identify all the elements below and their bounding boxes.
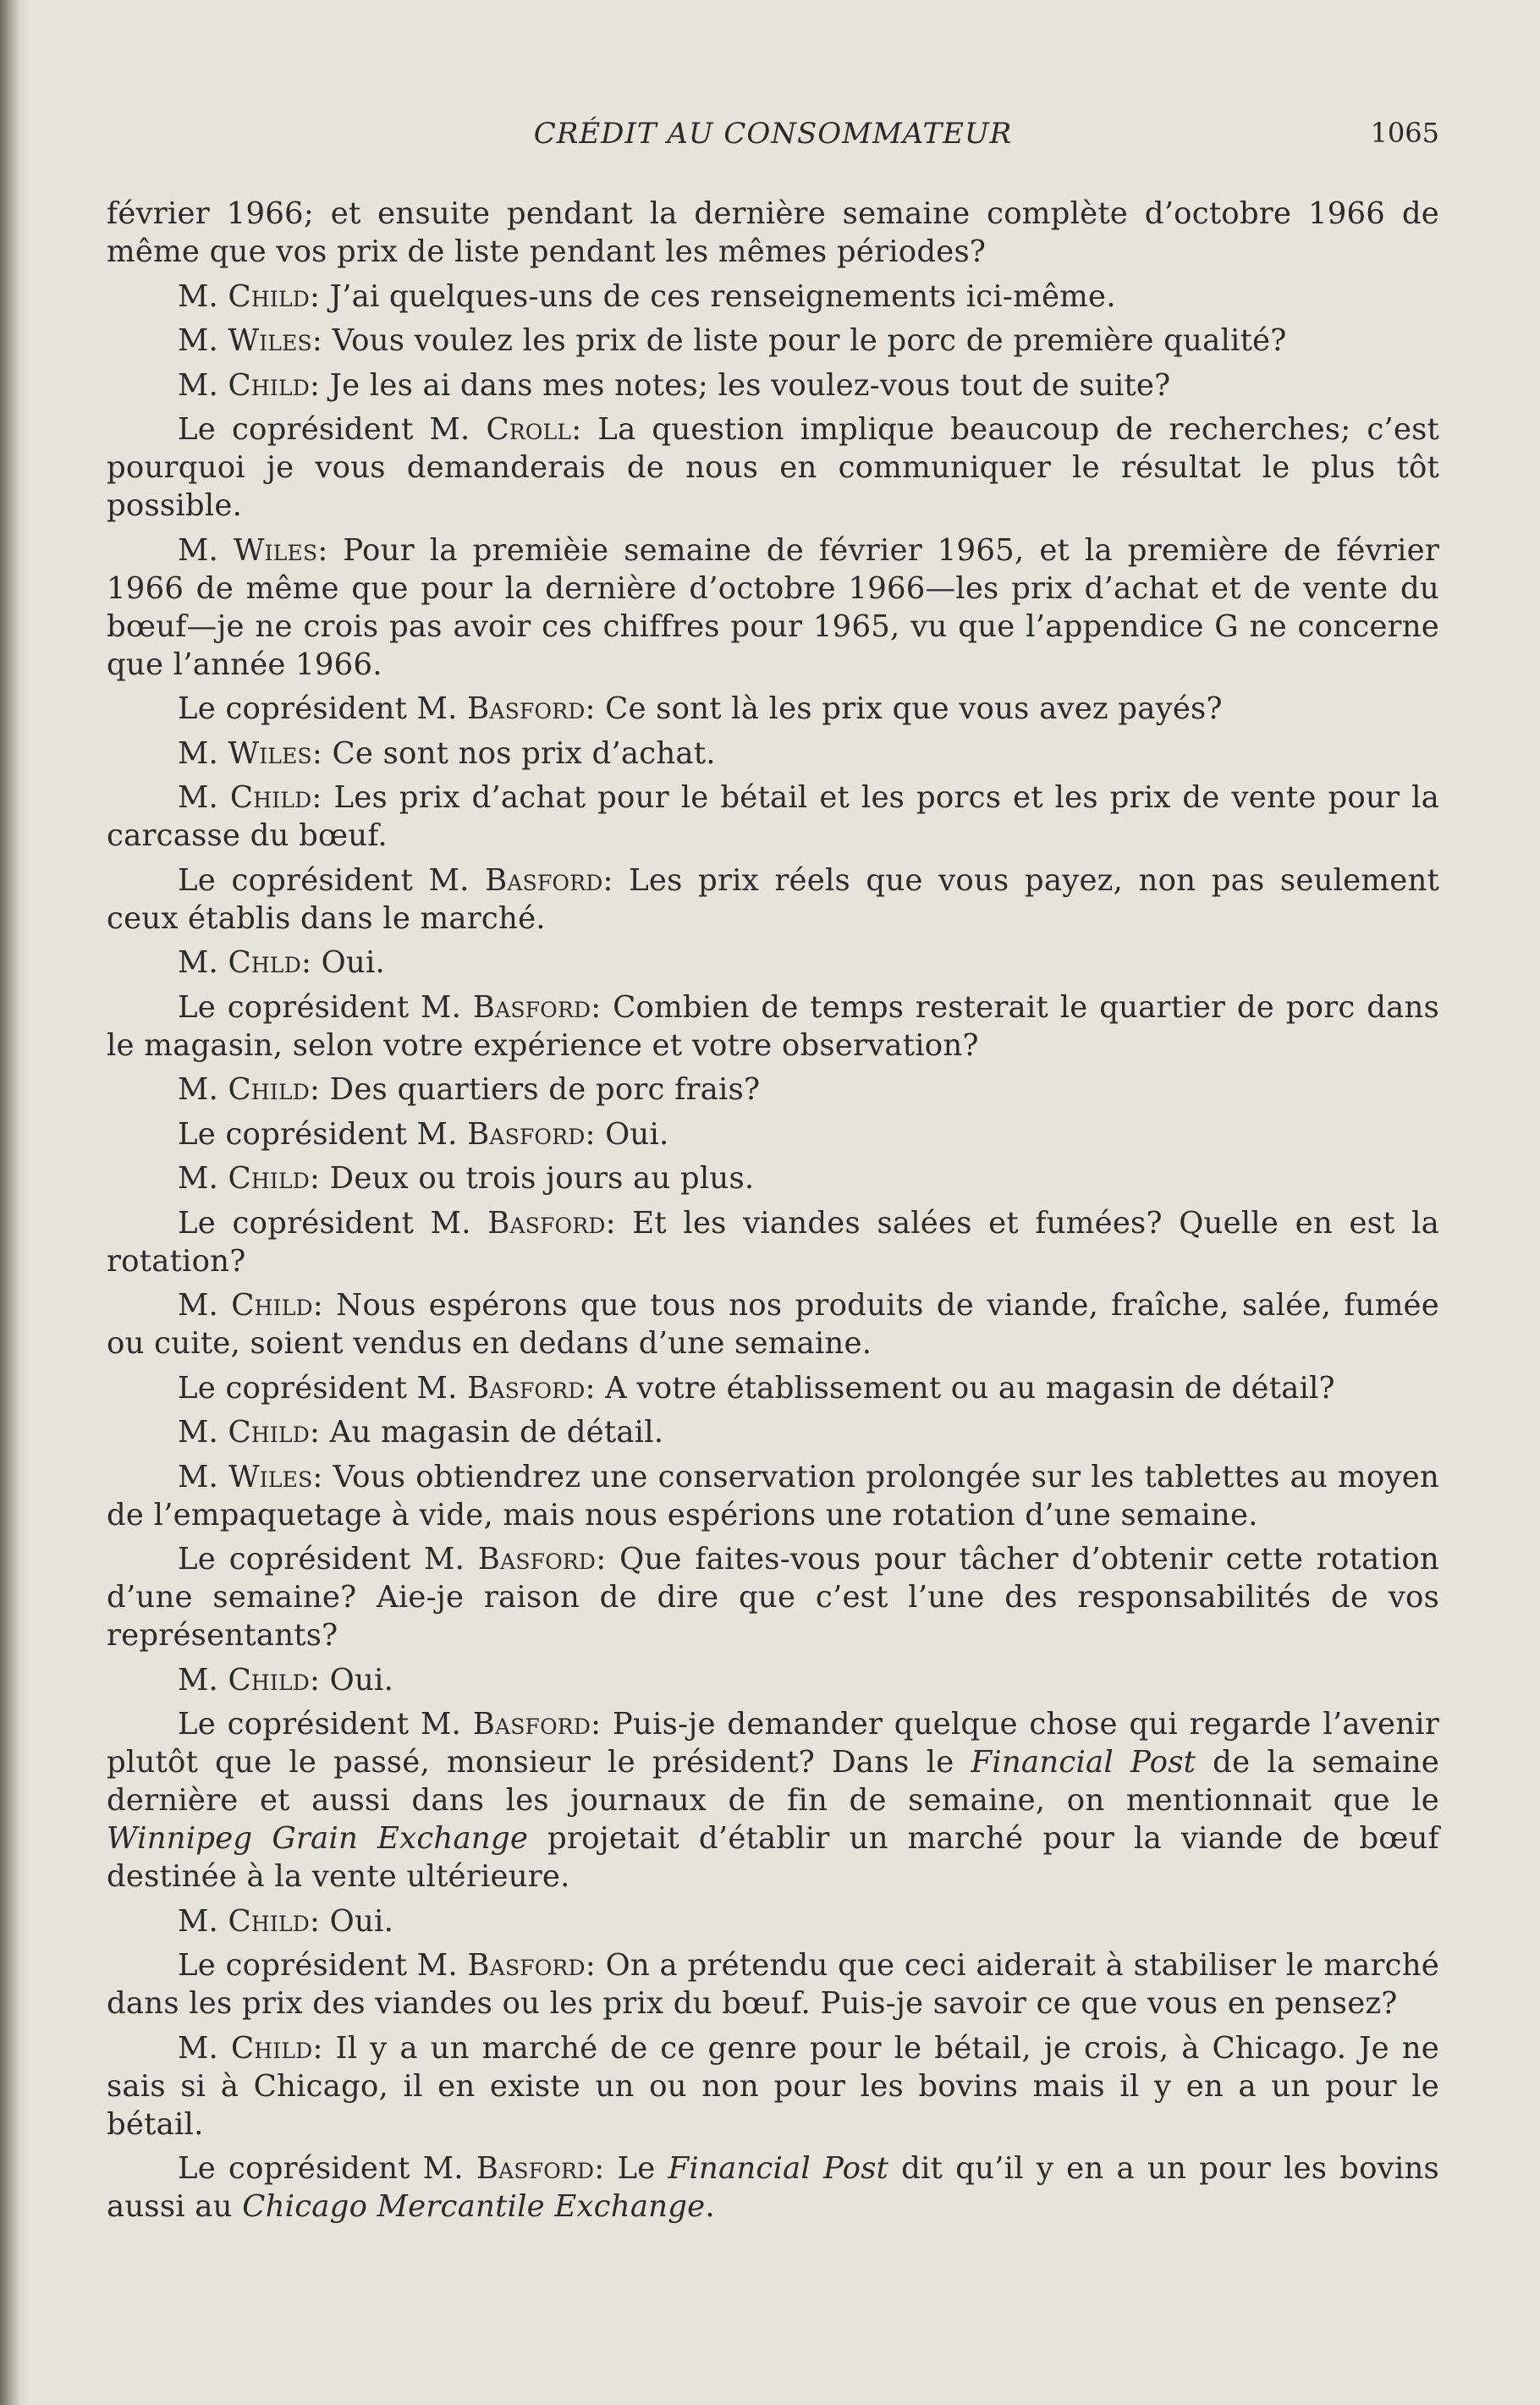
speaker-name: Basford	[467, 1948, 586, 1983]
speaker-name: Basford	[476, 2151, 595, 2186]
paragraph	[107, 988, 1439, 1065]
paragraph-text: : Et les viandes salées et fumées? Quelle en est la rotation?	[107, 1205, 1439, 1279]
speaker-prefix: M.	[178, 1415, 228, 1450]
publication-title: Financial Post	[971, 1745, 1196, 1780]
speaker-prefix: M.	[178, 1662, 228, 1698]
speaker-prefix: Le coprésident M.	[178, 1707, 473, 1742]
speaker-prefix: M.	[178, 323, 228, 358]
paragraph	[107, 1902, 1439, 1940]
running-header	[107, 110, 1439, 161]
speaker-prefix: Le coprésident M.	[178, 1116, 468, 1152]
paragraph	[107, 1286, 1439, 1362]
speaker-name: Child	[229, 780, 312, 815]
paragraph-text: : Je les ai dans mes notes; les voulez-vous tout de suite?	[310, 367, 1171, 403]
speaker-name: Wiles	[233, 532, 318, 568]
speaker-prefix: M.	[178, 1161, 228, 1196]
paragraph-text: : Oui.	[310, 1662, 394, 1698]
speaker-name: Basford	[467, 1116, 586, 1152]
paragraph	[107, 1159, 1439, 1197]
organization-name: Winnipeg Grain Exchange	[107, 1821, 529, 1856]
paragraph	[107, 2149, 1439, 2226]
paragraph	[107, 1946, 1439, 2023]
speaker-name: Child	[228, 1662, 311, 1698]
paragraph	[107, 779, 1439, 855]
paragraph-text: : On a prétendu que ceci aiderait à stabiliser le marché dans les prix des viandes ou les prix du bœuf. Puis-je savoir ce que vous en pensez?	[107, 1948, 1439, 2021]
running-title: CRÉDIT AU CONSOMMATEUR	[533, 117, 1013, 151]
paragraph	[107, 690, 1439, 728]
speaker-name: Child	[228, 1903, 311, 1939]
publication-title: Financial Post	[668, 2151, 889, 2186]
speaker-name: Child	[230, 2030, 313, 2066]
paragraph-text: : Ce sont là les prix que vous avez payés?	[585, 691, 1223, 726]
speaker-prefix: Le coprésident M.	[178, 691, 468, 726]
paragraph	[107, 1458, 1439, 1534]
paragraph-text: : Vous voulez les prix de liste pour le porc de première qualité?	[311, 323, 1287, 358]
speaker-prefix: Le coprésident M.	[178, 1948, 468, 1983]
paragraph-text: : Les prix réels que vous payez, non pas seulement ceux établis dans le marché.	[107, 862, 1439, 936]
paragraph-text: : Oui.	[585, 1116, 669, 1152]
paragraph-text: : Au magasin de détail.	[310, 1415, 664, 1450]
document-page	[107, 110, 1439, 2232]
speaker-prefix: Le coprésident M.	[178, 412, 487, 447]
speaker-prefix: Le coprésident M.	[178, 1542, 478, 1577]
speaker-name: Basford	[485, 862, 603, 898]
paragraph	[107, 735, 1439, 773]
speaker-name: Croll	[486, 412, 572, 447]
paragraph-text: : Le	[594, 2151, 668, 2186]
paragraph-text: : Oui.	[310, 1903, 394, 1939]
speaker-prefix: M.	[178, 278, 228, 314]
speaker-prefix: Le coprésident M.	[178, 1370, 468, 1406]
paragraph-text: : Vous obtiendrez une conservation prolongée sur les tablettes au moyen de l’empaquetage à vide, mais nous espérions une rotation d’une semaine.	[107, 1459, 1439, 1533]
paragraph	[107, 861, 1439, 938]
speaker-name: Child	[228, 1161, 311, 1196]
paragraph	[107, 944, 1439, 982]
paragraph	[107, 1204, 1439, 1280]
paragraph	[107, 1070, 1439, 1109]
paragraph	[107, 531, 1439, 684]
paragraph	[107, 1413, 1439, 1451]
speaker-name: Basford	[477, 1542, 597, 1577]
speaker-prefix: Le coprésident M.	[178, 989, 473, 1025]
paragraph-text: .	[705, 2189, 715, 2224]
paragraph-text: : J’ai quelques-uns de ces renseignements ici-même.	[310, 278, 1116, 314]
paragraph-text: : Les prix d’achat pour le bétail et les porcs et les prix de vente pour la carcasse du bœuf.	[107, 780, 1439, 853]
paragraph	[107, 278, 1439, 316]
speaker-name: Wiles	[228, 323, 312, 358]
paragraph-text: : Ce sont nos prix d’achat.	[311, 735, 716, 771]
paragraph-text: : Puis-je demander quelque chose qui regarde l’avenir plutôt que le passé, monsieur le président? Dans le	[107, 1707, 1439, 1780]
paragraph	[107, 366, 1439, 405]
paragraph-text: : Deux ou trois jours au plus.	[310, 1161, 755, 1196]
speaker-name: Child	[228, 278, 311, 314]
speaker-name: Chld	[228, 945, 301, 980]
speaker-prefix: M.	[178, 1459, 229, 1494]
book-spine-shadow	[0, 0, 19, 2405]
speaker-name: Basford	[472, 1707, 591, 1742]
paragraph-text: : Il y a un marché de ce genre pour le bétail, je crois, à Chicago. Je ne sais si à Chicago, il en existe un ou non pour les bovins mais il y en a un pour le bétail.	[107, 2030, 1439, 2142]
speaker-name: Child	[231, 1288, 313, 1323]
speaker-prefix: M.	[178, 1903, 228, 1939]
speaker-prefix: M.	[178, 945, 228, 980]
speaker-prefix: M.	[178, 2030, 231, 2066]
paragraph-text: de la semaine dernière et aussi dans les journaux de fin de semaine, on mentionnait que le	[107, 1745, 1440, 1818]
paragraph-text: : Nous espérons que tous nos produits de viande, fraîche, salée, fumée ou cuite, soient vendus en dedans d’une semaine.	[107, 1288, 1439, 1361]
page-body	[107, 195, 1439, 2226]
speaker-name: Basford	[467, 1370, 586, 1406]
paragraph-text: projetait d’établir un marché pour la viande de bœuf destinée à la vente ultérieure.	[107, 1821, 1439, 1894]
speaker-prefix: Le coprésident M.	[178, 862, 486, 898]
speaker-prefix: M.	[178, 1072, 228, 1107]
paragraph-text: : Combien de temps resterait le quartier de porc dans le magasin, selon votre expérience et votre observation?	[107, 989, 1439, 1063]
paragraph	[107, 1115, 1439, 1153]
speaker-name: Wiles	[228, 1459, 313, 1494]
speaker-name: Basford	[472, 989, 591, 1025]
paragraph-text: : Pour la premièie semaine de février 1965, et la première de février 1966 de même que pour la dernière d’octobre 1966—les prix d’achat et de vente du bœuf—je ne crois pas avoir ces chiffres pour 1965, vu que l’appendice G ne concerne que l’année 1966.	[107, 532, 1439, 682]
paragraph	[107, 1661, 1439, 1699]
paragraph-text: : La question implique beaucoup de recherches; c’est pourquoi je vous demanderais de nous en communiquer le résultat le plus tôt possible.	[107, 412, 1439, 523]
paragraph	[107, 1540, 1439, 1654]
paragraph	[107, 1369, 1439, 1407]
paragraph-text: : A votre établissement ou au magasin de détail?	[585, 1370, 1335, 1406]
paragraph	[107, 2029, 1439, 2144]
paragraph	[107, 322, 1439, 360]
speaker-prefix: M.	[178, 1288, 232, 1323]
speaker-prefix: M.	[178, 532, 234, 568]
speaker-prefix: M.	[178, 780, 230, 815]
page-gutter	[19, 0, 30, 2405]
speaker-prefix: Le coprésident M.	[178, 1205, 488, 1241]
paragraph	[107, 410, 1439, 525]
page-number: 1065	[1370, 117, 1439, 149]
paragraph-text: février 1966; et ensuite pendant la dernière semaine complète d’octobre 1966 de même que vos prix de liste pendant les mêmes périodes?	[107, 196, 1439, 269]
paragraph	[107, 195, 1439, 271]
speaker-name: Wiles	[228, 735, 312, 771]
paragraph	[107, 1705, 1439, 1896]
paragraph-text: : Des quartiers de porc frais?	[310, 1072, 761, 1107]
speaker-prefix: M.	[178, 735, 228, 771]
speaker-name: Child	[228, 1415, 311, 1450]
speaker-prefix: M.	[178, 367, 228, 403]
organization-name: Chicago Mercantile Exchange	[242, 2189, 706, 2224]
speaker-prefix: Le coprésident M.	[178, 2151, 476, 2186]
speaker-name: Basford	[487, 1205, 606, 1241]
paragraph-text: : Que faites-vous pour tâcher d’obtenir cette rotation d’une semaine? Aie-je raison de dire que c’est l’une des responsabilités de vos représentants?	[107, 1542, 1439, 1653]
paragraph-text: dit qu’il y en a un pour les bovins aussi au	[107, 2151, 1439, 2224]
speaker-name: Child	[228, 1072, 311, 1107]
paragraph-text: : Oui.	[300, 945, 386, 980]
speaker-name: Child	[228, 367, 311, 403]
speaker-name: Basford	[467, 691, 586, 726]
